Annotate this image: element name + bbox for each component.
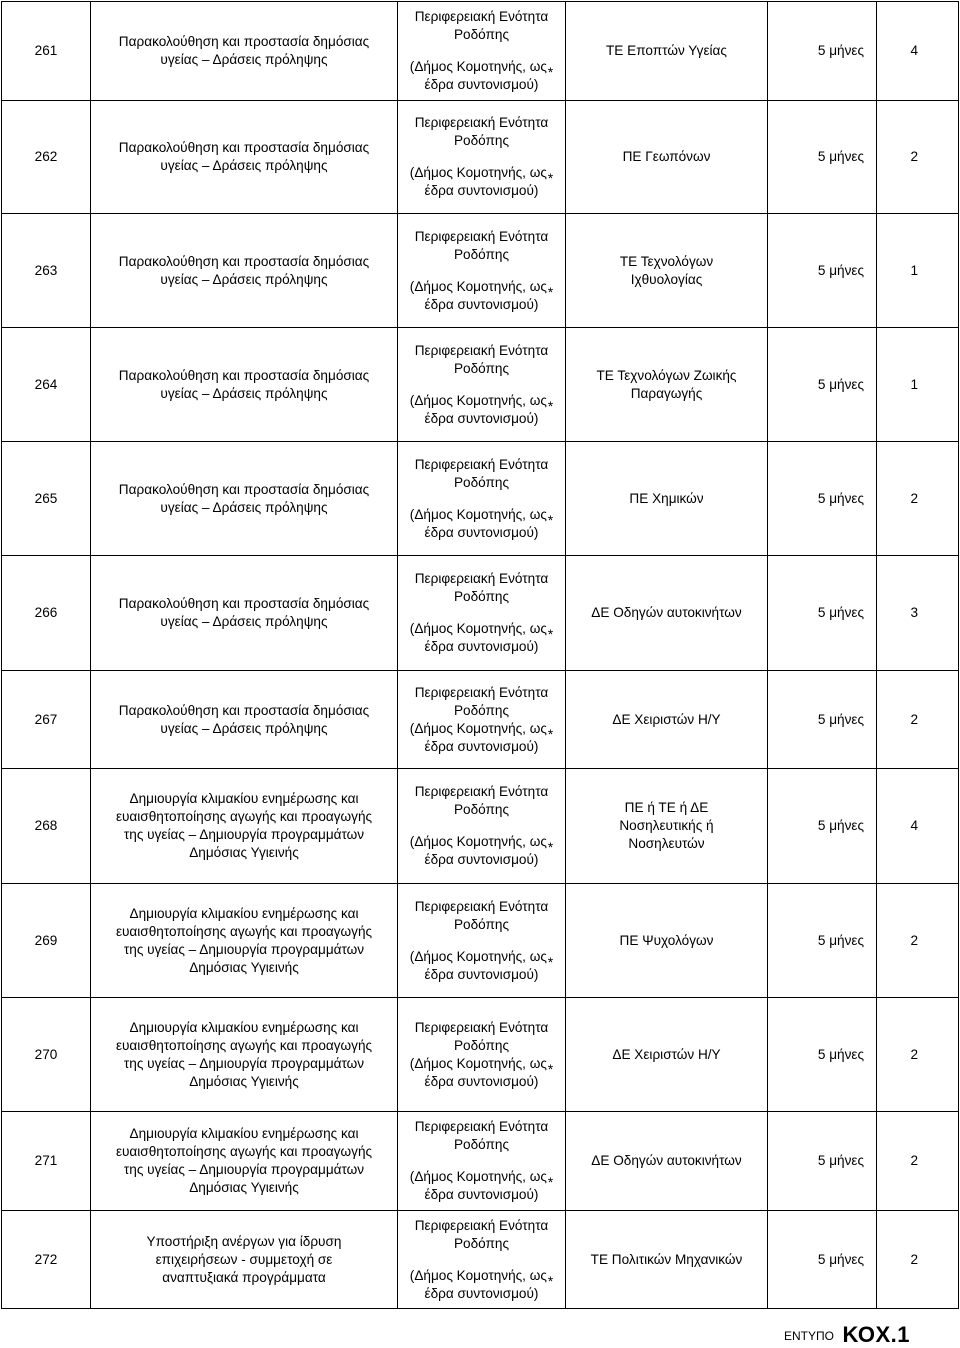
region-line: Περιφερειακή Ενότητα: [414, 684, 549, 700]
region-line: Ροδόπης: [453, 589, 510, 604]
specialty-cell: [566, 998, 768, 1112]
specialty-line: ΔΕ Οδηγών αυτοκινήτων: [591, 605, 742, 620]
row-number: 272: [2, 1211, 91, 1309]
program-title-line: Δημιουργία κλιμακίου ενημέρωσης και: [129, 1019, 359, 1035]
footnote-star: *: [547, 840, 554, 855]
specialty-line: Νοσηλευτικής ή: [619, 818, 714, 833]
duration-cell: 5 μήνες: [768, 214, 877, 328]
positions-cell: 2: [877, 101, 959, 214]
positions-cell: 1: [877, 214, 959, 328]
specialty-line: Παραγωγής: [630, 385, 703, 401]
program-title-line: υγείας – Δράσεις πρόληψης: [160, 271, 328, 287]
program-title-line: Δημιουργία κλιμακίου ενημέρωσης και: [129, 1126, 359, 1141]
region-spacer: [402, 492, 561, 506]
duration-cell: 5 μήνες: [768, 671, 877, 769]
region-line: έδρα συντονισμού): [424, 639, 539, 654]
region-line: έδρα συντονισμού): [424, 524, 539, 540]
specialty-line: ΠΕ Ψυχολόγων: [619, 932, 714, 948]
region-line: έδρα συντονισμού): [424, 410, 539, 426]
program-title-line: ευαισθητοποίησης αγωγής και προαγωγής: [115, 1037, 373, 1053]
specialty-cell: [566, 214, 768, 328]
row-number: 262: [2, 101, 91, 214]
region-line: Ροδόπης: [453, 1137, 510, 1152]
program-title: [91, 214, 398, 328]
duration-cell: 5 μήνες: [768, 2, 877, 101]
row-number: 271: [2, 1112, 91, 1211]
duration-cell: 5 μήνες: [768, 1112, 877, 1211]
specialty-cell: [566, 442, 768, 556]
footnote-star: *: [547, 512, 554, 528]
form-code: [784, 1322, 910, 1348]
program-title-line: Δημόσιας Υγιεινής: [189, 1180, 299, 1195]
region-line: [402, 58, 561, 80]
region-cell: [398, 556, 566, 671]
region-line: Περιφερειακή Ενότητα: [414, 1217, 549, 1233]
program-title-line: της υγείας – Δημιουργία προγραμμάτων: [123, 1162, 365, 1177]
program-title-line: Παρακολούθηση και προστασία δημόσιας: [118, 596, 370, 611]
program-title-line: Παρακολούθηση και προστασία δημόσιας: [118, 702, 370, 718]
region-spacer: [402, 606, 561, 620]
program-title: [91, 1211, 398, 1309]
specialty-cell: [566, 1112, 768, 1211]
region-line-text: (Δήμος Κομοτηνής, ως: [409, 392, 547, 408]
program-title-line: υγείας – Δράσεις πρόληψης: [160, 158, 328, 173]
region-line: έδρα συντονισμού): [424, 296, 539, 312]
specialty-line: ΤΕ Τεχνολόγων: [619, 253, 714, 269]
program-title-line: Παρακολούθηση και προστασία δημόσιας: [118, 253, 370, 269]
region-line-text: (Δήμος Κομοτηνής, ως: [409, 506, 547, 522]
row-number: 261: [2, 2, 91, 101]
region-spacer: [402, 264, 561, 278]
region-line: Ροδόπης: [453, 27, 510, 42]
region-line-text: (Δήμος Κομοτηνής, ως: [409, 948, 547, 964]
region-cell: [398, 214, 566, 328]
duration-cell: 5 μήνες: [768, 101, 877, 214]
specialty-line: ΔΕ Χειριστών Η/Υ: [612, 1046, 721, 1062]
table-row: [2, 556, 959, 671]
region-line: [402, 620, 561, 642]
table-row: [2, 101, 959, 214]
table-row: [2, 998, 959, 1112]
region-line: Περιφερειακή Ενότητα: [414, 9, 549, 24]
program-title-line: Παρακολούθηση και προστασία δημόσιας: [118, 34, 370, 49]
region-line: Ροδόπης: [453, 474, 510, 490]
positions-cell: 2: [877, 998, 959, 1112]
specialty-line: Νοσηλευτών: [628, 836, 705, 851]
positions-cell: 4: [877, 2, 959, 101]
region-line-text: (Δήμος Κομοτηνής, ως: [409, 834, 547, 849]
program-title: [91, 442, 398, 556]
region-spacer: [402, 1253, 561, 1267]
footnote-star: *: [547, 627, 554, 642]
region-cell: [398, 1112, 566, 1211]
table-row: [2, 884, 959, 998]
positions-table-body: [2, 2, 959, 1309]
program-title: [91, 1112, 398, 1211]
table-row: [2, 769, 959, 884]
region-line: [402, 164, 561, 186]
specialty-cell: [566, 2, 768, 101]
program-title-line: Δημόσιας Υγιεινής: [189, 845, 299, 860]
specialty-cell: [566, 884, 768, 998]
specialty-cell: [566, 556, 768, 671]
program-title-line: Δημόσιας Υγιεινής: [189, 1073, 299, 1089]
table-row: [2, 1112, 959, 1211]
specialty-line: ΔΕ Οδηγών αυτοκινήτων: [591, 1153, 742, 1168]
region-line-text: (Δήμος Κομοτηνής, ως: [409, 621, 547, 636]
region-line: Περιφερειακή Ενότητα: [414, 456, 549, 472]
program-title-line: αναπτυξιακά προγράμματα: [162, 1269, 326, 1285]
footnote-star: *: [547, 726, 554, 742]
specialty-line: ΠΕ Χημικών: [629, 490, 704, 506]
region-line: Περιφερειακή Ενότητα: [414, 1119, 549, 1134]
region-line: έδρα συντονισμού): [424, 966, 539, 982]
program-title-line: της υγείας – Δημιουργία προγραμμάτων: [123, 1055, 365, 1071]
region-spacer: [402, 1154, 561, 1168]
region-line: Περιφερειακή Ενότητα: [414, 784, 549, 799]
region-line: έδρα συντονισμού): [424, 738, 539, 754]
region-line: Περιφερειακή Ενότητα: [414, 898, 549, 914]
table-row: [2, 442, 959, 556]
positions-cell: 2: [877, 671, 959, 769]
program-title: [91, 998, 398, 1112]
region-line: Ροδόπης: [453, 246, 510, 262]
duration-cell: 5 μήνες: [768, 769, 877, 884]
region-line-text: (Δήμος Κομοτηνής, ως: [409, 59, 547, 74]
footnote-star: *: [547, 65, 554, 80]
region-cell: [398, 1211, 566, 1309]
region-line: [402, 948, 561, 970]
program-title-line: ευαισθητοποίησης αγωγής και προαγωγής: [115, 1144, 373, 1159]
program-title-line: υγείας – Δράσεις πρόληψης: [160, 614, 328, 629]
program-title-line: υγείας – Δράσεις πρόληψης: [160, 720, 328, 736]
specialty-line: ΤΕ Εποπτών Υγείας: [606, 43, 727, 58]
region-spacer: [402, 150, 561, 164]
region-line: Περιφερειακή Ενότητα: [414, 228, 549, 244]
specialty-line: ΠΕ ή ΤΕ ή ΔΕ: [624, 800, 709, 815]
positions-cell: 2: [877, 884, 959, 998]
program-title-line: Δημιουργία κλιμακίου ενημέρωσης και: [129, 905, 359, 921]
region-line: [402, 720, 561, 742]
program-title-line: ευαισθητοποίησης αγωγής και προαγωγής: [115, 923, 373, 939]
program-title: [91, 328, 398, 442]
table-row: [2, 328, 959, 442]
region-line: έδρα συντονισμού): [424, 77, 539, 92]
positions-cell: 1: [877, 328, 959, 442]
footnote-star: *: [547, 398, 554, 414]
region-line: Ροδόπης: [453, 916, 510, 932]
positions-cell: 4: [877, 769, 959, 884]
region-spacer: [402, 44, 561, 58]
region-line-text: (Δήμος Κομοτηνής, ως: [409, 720, 547, 736]
region-line: [402, 1267, 561, 1289]
region-line-text: (Δήμος Κομοτηνής, ως: [409, 278, 547, 294]
footnote-star: *: [547, 1175, 554, 1190]
table-row: [2, 214, 959, 328]
region-cell: [398, 101, 566, 214]
footnote-star: *: [547, 1273, 554, 1289]
specialty-cell: [566, 769, 768, 884]
program-title: [91, 101, 398, 214]
row-number: 270: [2, 998, 91, 1112]
footnote-star: *: [547, 1061, 554, 1077]
specialty-cell: [566, 328, 768, 442]
row-number: 265: [2, 442, 91, 556]
duration-cell: 5 μήνες: [768, 884, 877, 998]
region-line: Περιφερειακή Ενότητα: [414, 342, 549, 358]
region-cell: [398, 442, 566, 556]
program-title-line: Υποστήριξη ανέργων για ίδρυση: [146, 1233, 342, 1249]
region-line: [402, 278, 561, 300]
region-line: έδρα συντονισμού): [424, 183, 539, 198]
program-title-line: Παρακολούθηση και προστασία δημόσιας: [118, 140, 370, 155]
row-number: 268: [2, 769, 91, 884]
region-line: Περιφερειακή Ενότητα: [414, 115, 549, 130]
row-number: 264: [2, 328, 91, 442]
region-line-text: (Δήμος Κομοτηνής, ως: [409, 1169, 547, 1184]
duration-cell: 5 μήνες: [768, 442, 877, 556]
region-cell: [398, 998, 566, 1112]
region-line-text: (Δήμος Κομοτηνής, ως: [409, 1055, 547, 1071]
table-row: [2, 671, 959, 769]
duration-cell: 5 μήνες: [768, 328, 877, 442]
duration-cell: 5 μήνες: [768, 1211, 877, 1309]
duration-cell: 5 μήνες: [768, 998, 877, 1112]
specialty-line: ΤΕ Πολιτικών Μηχανικών: [590, 1251, 743, 1267]
positions-cell: 3: [877, 556, 959, 671]
region-line: [402, 833, 561, 855]
region-line: Ροδόπης: [453, 360, 510, 376]
region-cell: [398, 769, 566, 884]
program-title: [91, 671, 398, 769]
program-title: [91, 884, 398, 998]
table-row: [2, 1211, 959, 1309]
specialty-cell: [566, 101, 768, 214]
specialty-line: ΠΕ Γεωπόνων: [622, 149, 711, 164]
duration-cell: 5 μήνες: [768, 556, 877, 671]
region-line: έδρα συντονισμού): [424, 1285, 539, 1301]
form-code-prefix: ΕΝΤΥΠΟ: [784, 1329, 835, 1343]
program-title-line: Παρακολούθηση και προστασία δημόσιας: [118, 481, 370, 497]
region-line-text: (Δήμος Κομοτηνής, ως: [409, 1267, 547, 1283]
region-line-text: (Δήμος Κομοτηνής, ως: [409, 165, 547, 180]
region-line: Ροδόπης: [453, 702, 510, 718]
row-number: 269: [2, 884, 91, 998]
specialty-line: ΔΕ Χειριστών Η/Υ: [612, 711, 721, 727]
region-line: έδρα συντονισμού): [424, 852, 539, 867]
region-line: έδρα συντονισμού): [424, 1073, 539, 1089]
region-spacer: [402, 934, 561, 948]
program-title-line: Παρακολούθηση και προστασία δημόσιας: [118, 367, 370, 383]
program-title-line: επιχειρήσεων - συμμετοχή σε: [155, 1251, 333, 1267]
program-title-line: Δημόσιας Υγιεινής: [189, 959, 299, 975]
program-title-line: Δημιουργία κλιμακίου ενημέρωσης και: [129, 791, 359, 806]
program-title-line: υγείας – Δράσεις πρόληψης: [160, 385, 328, 401]
region-line: [402, 1168, 561, 1190]
region-line: Περιφερειακή Ενότητα: [414, 571, 549, 586]
region-spacer: [402, 819, 561, 833]
region-cell: [398, 328, 566, 442]
program-title-line: υγείας – Δράσεις πρόληψης: [160, 499, 328, 515]
table-row: [2, 2, 959, 101]
positions-cell: 2: [877, 442, 959, 556]
specialty-line: Ιχθυολογίας: [630, 271, 703, 287]
program-title-line: της υγείας – Δημιουργία προγραμμάτων: [123, 827, 365, 842]
row-number: 263: [2, 214, 91, 328]
region-line: Ροδόπης: [453, 133, 510, 148]
region-cell: [398, 671, 566, 769]
region-line: Ροδόπης: [453, 802, 510, 817]
program-title-line: της υγείας – Δημιουργία προγραμμάτων: [123, 941, 365, 957]
program-title: [91, 769, 398, 884]
specialty-cell: [566, 1211, 768, 1309]
specialty-cell: [566, 671, 768, 769]
program-title-line: υγείας – Δράσεις πρόληψης: [160, 52, 328, 67]
region-line: [402, 1055, 561, 1077]
region-spacer: [402, 378, 561, 392]
positions-table: [1, 1, 959, 1309]
program-title: [91, 2, 398, 101]
positions-cell: 2: [877, 1112, 959, 1211]
region-line: [402, 506, 561, 528]
positions-cell: 2: [877, 1211, 959, 1309]
footnote-star: *: [547, 171, 554, 186]
specialty-line: ΤΕ Τεχνολόγων Ζωικής: [596, 367, 737, 383]
program-title-line: ευαισθητοποίησης αγωγής και προαγωγής: [115, 809, 373, 824]
program-title: [91, 556, 398, 671]
region-line: έδρα συντονισμού): [424, 1187, 539, 1202]
form-code-value: ΚΟΧ.1: [842, 1322, 910, 1347]
region-cell: [398, 2, 566, 101]
region-line: Περιφερειακή Ενότητα: [414, 1019, 549, 1035]
footnote-star: *: [547, 284, 554, 300]
region-line: Ροδόπης: [453, 1235, 510, 1251]
row-number: 267: [2, 671, 91, 769]
region-cell: [398, 884, 566, 998]
footnote-star: *: [547, 954, 554, 970]
region-line: Ροδόπης: [453, 1037, 510, 1053]
row-number: 266: [2, 556, 91, 671]
region-line: [402, 392, 561, 414]
